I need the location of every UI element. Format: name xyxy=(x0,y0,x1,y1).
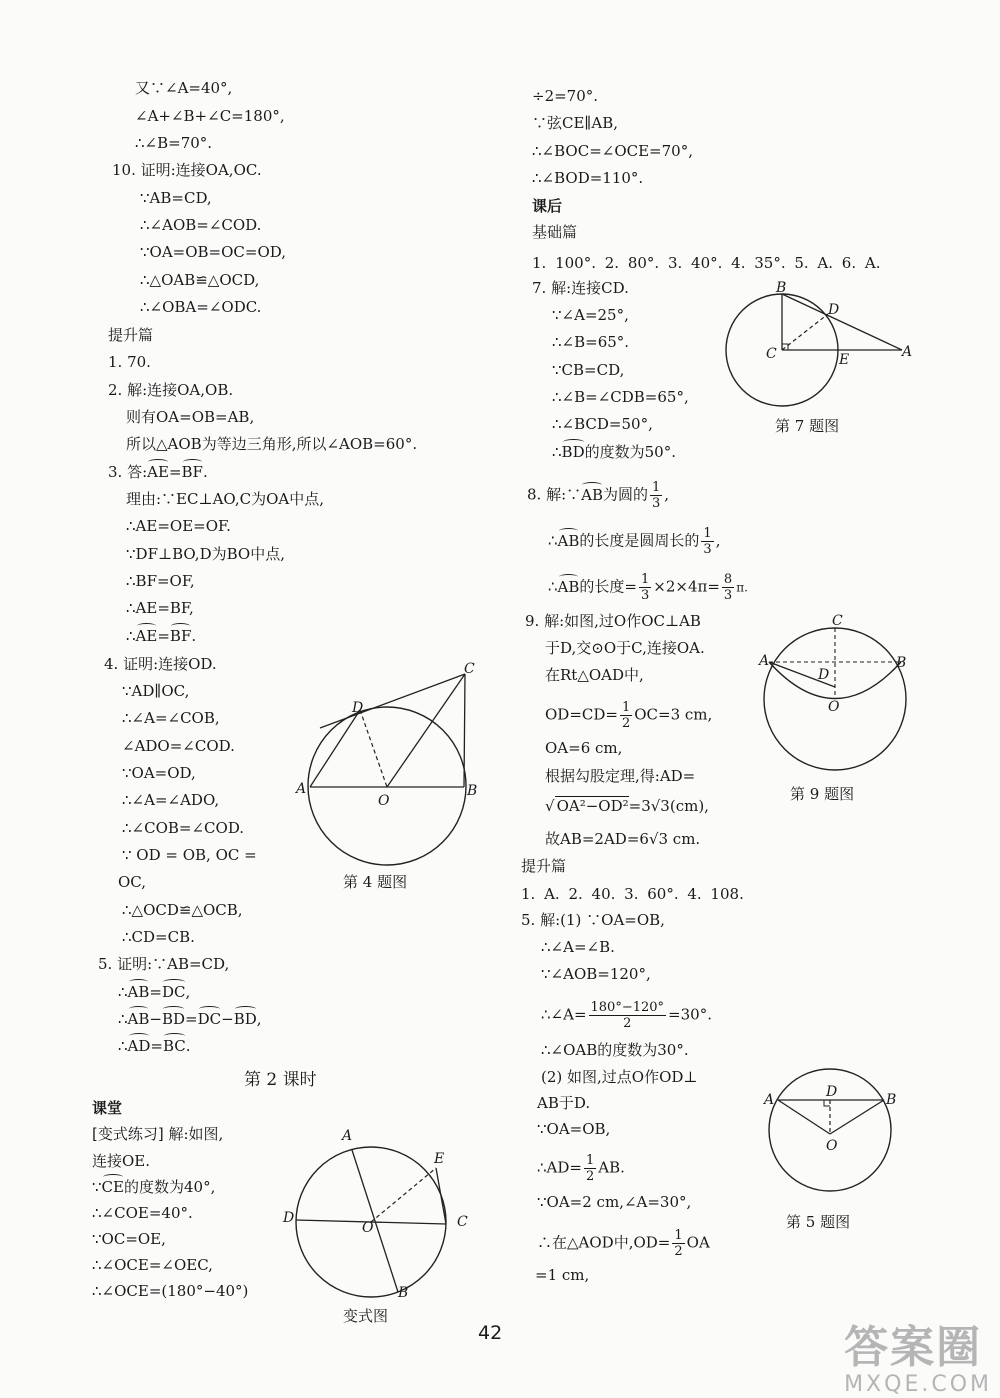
arc-symbol: AB xyxy=(557,531,580,550)
fraction: $\frac{1}{3}$ xyxy=(703,526,712,557)
label-C: C xyxy=(457,1214,468,1230)
figure-9 xyxy=(750,605,920,780)
figure-bianshi xyxy=(280,1120,480,1300)
text-line: ∴∠A=∠ADO, xyxy=(122,791,220,809)
watermark-brand: 答案圈 xyxy=(844,1322,983,1373)
text-line: ∠A+∠B+∠C=180°, xyxy=(135,107,285,125)
figure-5 xyxy=(760,1068,910,1208)
segment-OA xyxy=(778,1100,830,1134)
text-line: ∴CD=CB. xyxy=(122,928,195,946)
caption-bianshi: 变式图 xyxy=(343,1307,389,1325)
arc-symbol: BD xyxy=(233,1010,257,1028)
arc-symbol: BD xyxy=(161,1010,186,1028)
chord-CE xyxy=(436,1168,446,1224)
text: ∴ xyxy=(552,443,562,461)
arc-symbol: DC xyxy=(161,983,186,1001)
text-line: ∴△OAB≌△OCD, xyxy=(140,271,260,289)
text-line: ∴∠BOD=110°. xyxy=(532,169,644,187)
label-D: D xyxy=(826,1084,838,1100)
label-C: C xyxy=(766,346,777,362)
text-line: ∴BF=OF, xyxy=(126,572,195,590)
text-line: ∴AD= $\frac{1}{2}$ AB. xyxy=(537,1153,625,1184)
page-number: 42 xyxy=(478,1322,503,1344)
text-line xyxy=(92,1124,223,1144)
label-D: D xyxy=(283,1210,295,1226)
fraction: $\frac{1}{2}$ xyxy=(674,1228,683,1259)
label-B: B xyxy=(886,1092,897,1108)
text-line: ∴AD=BC. xyxy=(118,1037,191,1055)
text-line: 9. 解:如图,过O作OC⊥AB xyxy=(525,612,701,630)
text-line: ∴∠OCE=∠OEC, xyxy=(92,1256,213,1274)
fraction: $\frac{1}{3}$ xyxy=(640,572,650,603)
label-O: O xyxy=(362,1220,374,1236)
text-line: ∴∠COE=40°. xyxy=(92,1204,193,1222)
text-line: 又∵∠A=40°, xyxy=(135,79,233,97)
text-line: √ OA²−OD²=3√3(cm), xyxy=(545,797,709,815)
text-line: ∵AD∥OC, xyxy=(122,682,190,700)
text-line: ∴∠B=65°. xyxy=(552,333,630,351)
arc-symbol: BD xyxy=(561,443,585,461)
arc-symbol: AB xyxy=(127,983,150,1001)
text-line: 连接OE. xyxy=(92,1152,151,1170)
segment-BA xyxy=(782,294,902,350)
text-line: OC, xyxy=(118,873,147,891)
text-line: ∵OA=OB, xyxy=(537,1120,611,1138)
text-line: ∵∠AOB=120°, xyxy=(541,965,651,983)
label-C: C xyxy=(832,613,843,629)
text-line: =1 cm, xyxy=(535,1266,590,1284)
label-O: O xyxy=(378,793,390,809)
text: 解:如图, xyxy=(168,1125,224,1143)
watermark xyxy=(844,1324,992,1398)
text-line: ∴∠A=∠B. xyxy=(541,938,615,956)
text-line: 1. 70. xyxy=(108,353,151,371)
text-line: 7. 解:连接CD. xyxy=(532,279,629,297)
arc-symbol: AD xyxy=(127,1037,151,1055)
label-A: A xyxy=(902,344,913,360)
text-line: AB于D. xyxy=(537,1094,591,1112)
text-line: ∵DF⊥BO,D为BO中点, xyxy=(126,545,285,563)
text-line: ∴∠B=70°. xyxy=(135,134,213,152)
text-line: ∵ OD = OB, OC = xyxy=(122,846,257,864)
text-line: (2) 如图,过点O作OD⊥ xyxy=(541,1068,698,1086)
label-O: O xyxy=(826,1138,838,1154)
label-D: D xyxy=(352,700,364,716)
arc-symbol: BC xyxy=(162,1037,186,1055)
text-line: 理由:∵EC⊥AO,C为OA中点, xyxy=(126,490,324,508)
text: ∴ xyxy=(118,1037,128,1055)
radicand: OA²−OD² xyxy=(556,797,629,815)
text: ∵ xyxy=(92,1178,102,1196)
text: ∴ xyxy=(118,1010,128,1028)
text-line: ∴∠BOC=∠OCE=70°, xyxy=(532,142,693,160)
text-line: ∴∠BCD=50°, xyxy=(552,415,653,433)
caption-fig4: 第 4 题图 xyxy=(343,873,408,891)
watermark-url: MXQE.COM xyxy=(844,1372,992,1397)
arc-symbol: CE xyxy=(101,1178,124,1196)
text-line: ∴AB的长度是圆周长的 $\frac{1}{3}$ , xyxy=(548,526,721,557)
text-line: 10. 证明:连接OA,OC. xyxy=(112,161,262,179)
fraction: $\frac{8}{3}$ xyxy=(723,572,733,603)
figure-7 xyxy=(720,278,920,413)
fraction: $\frac{180^\circ-120^\circ}{2}$ xyxy=(590,1000,665,1031)
text-line: ∵AB=CD, xyxy=(140,189,212,207)
text-line: ∴AE=BF, xyxy=(126,599,194,617)
heading-kehou: 课后 xyxy=(532,197,563,215)
text: = xyxy=(149,983,162,1001)
text-line xyxy=(552,442,676,462)
text-line: 根据勾股定理,得:AD= xyxy=(545,767,696,785)
label-E: E xyxy=(434,1151,445,1167)
text-line: 故AB=2AD=6√3 cm. xyxy=(545,830,701,848)
text-line xyxy=(92,1177,215,1197)
label-A: A xyxy=(342,1128,353,1144)
answers-row: 1. A. 2. 40. 3. 60°. 4. 108. xyxy=(521,885,744,903)
text-line: ∴AB−BD=DC−BD, xyxy=(118,1010,262,1028)
diameter-AB xyxy=(352,1150,398,1292)
subsection-heading: 提升篇 xyxy=(521,857,567,875)
arc-symbol: BF xyxy=(169,627,192,645)
text: = xyxy=(168,463,182,481)
fraction: $\frac{1}{3}$ xyxy=(652,480,661,511)
segment-CD-dashed xyxy=(782,314,828,350)
text-line: ∴△OCD≌△OCB, xyxy=(122,901,243,919)
text-line: ∴AE=BF. xyxy=(126,627,197,645)
tangent-line xyxy=(320,674,465,728)
label-B: B xyxy=(398,1285,409,1301)
label-O: O xyxy=(828,699,840,715)
text-line: OA=6 cm, xyxy=(545,739,623,757)
arc-symbol: AB xyxy=(581,485,603,504)
section-title: 第 2 课时 xyxy=(244,1070,317,1090)
text-line: ÷2=70°. xyxy=(532,87,599,105)
text-line: ∴∠COB=∠COD. xyxy=(122,819,245,837)
segment-OE-dashed xyxy=(371,1168,436,1222)
text-line: ∵OC=OE, xyxy=(92,1230,166,1248)
text-line: 4. 证明:连接OD. xyxy=(104,655,217,673)
caption-fig5: 第 5 题图 xyxy=(786,1213,851,1231)
arc-symbol: AE xyxy=(135,627,158,645)
text-line: ∴∠OBA=∠ODC. xyxy=(140,298,262,316)
text: 3. 答: xyxy=(108,463,148,481)
text-line: ∴∠OAB的度数为30°. xyxy=(541,1041,689,1059)
label-B: B xyxy=(896,655,907,671)
text-line: 所以△AOB为等边三角形,所以∠AOB=60°. xyxy=(126,435,418,453)
label-E: E xyxy=(839,352,850,368)
segment-OB xyxy=(830,1100,884,1134)
text-line: 2. 解:连接OA,OB. xyxy=(108,381,234,399)
text-line: 5. 证明:∵AB=CD, xyxy=(98,955,230,973)
text-line: 于D,交⊙O于C,连接OA. xyxy=(545,639,705,657)
text: ∴ xyxy=(126,627,136,645)
arc-symbol: DC xyxy=(197,1010,222,1028)
label-D: D xyxy=(828,302,840,318)
text-line: ∵OA=OD, xyxy=(122,764,196,782)
text-line: ∠ADO=∠COD. xyxy=(122,737,235,755)
text-line: 则有OA=OB=AB, xyxy=(126,408,255,426)
text: 的度数为50°. xyxy=(584,443,676,461)
arc-symbol: AB xyxy=(557,577,580,596)
text-line: ∵OA=2 cm,∠A=30°, xyxy=(537,1193,692,1211)
text-line: OD=CD= $\frac{1}{2}$ OC=3 cm, xyxy=(545,700,713,731)
segment-OD-dashed xyxy=(360,710,387,787)
text-line: ∴∠AOB=∠COD. xyxy=(140,216,262,234)
text-line: ∴在△AOD中,OD= $\frac{1}{2}$ OA xyxy=(537,1228,710,1259)
text-line: ∵弦CE∥AB, xyxy=(532,114,618,132)
text-line: 3. 答:AE=BF. xyxy=(108,463,208,481)
text-line: 在Rt△OAD中, xyxy=(545,666,644,684)
label-A: A xyxy=(759,653,770,669)
text-line: ∵OA=OB=OC=OD, xyxy=(140,243,287,261)
text-line: ∴AE=OE=OF. xyxy=(126,517,231,535)
text-line: ∴AB=DC, xyxy=(118,983,191,1001)
text: 的度数为40°, xyxy=(123,1178,216,1196)
label-B: B xyxy=(467,783,478,799)
text: ∴ xyxy=(118,983,128,1001)
text-line: 8. 解:∵AB为圆的 $\frac{1}{3}$ , xyxy=(527,480,670,511)
text-line: ∴∠OCE=(180°−40°) xyxy=(92,1282,249,1300)
subsection-heading: 提升篇 xyxy=(108,326,154,344)
figure-4 xyxy=(290,660,490,890)
segment-OC xyxy=(387,674,465,787)
text-line: ∴AB的长度= $\frac{1}{3}$ ×2×4π= $\frac{8}{3}$ π. xyxy=(548,572,748,603)
heading-ketang: 课堂 xyxy=(92,1099,123,1117)
text-line: ∴∠A=∠COB, xyxy=(122,709,220,727)
text-line: ∴∠B=∠CDB=65°, xyxy=(552,388,689,406)
answers-row: 1. 100°. 2. 80°. 3. 40°. 4. 35°. 5. A. 6. A. xyxy=(532,254,881,272)
fraction: $\frac{1}{2}$ xyxy=(621,700,631,731)
arc-symbol: BF xyxy=(181,463,203,481)
label-A: A xyxy=(764,1092,775,1108)
arc-symbol: AB xyxy=(127,1010,150,1028)
text-line: 5. 解:(1) ∵OA=OB, xyxy=(521,911,665,929)
label-A: A xyxy=(296,781,307,797)
text: = xyxy=(157,627,170,645)
arc-symbol: AE xyxy=(147,463,169,481)
label: [变式练习] xyxy=(92,1125,164,1143)
label-D: D xyxy=(818,667,830,683)
caption-fig7: 第 7 题图 xyxy=(775,417,840,435)
label-C: C xyxy=(464,661,475,677)
fraction: $\frac{1}{2}$ xyxy=(585,1153,595,1184)
text-line: ∵CB=CD, xyxy=(552,361,625,379)
subsection-heading: 基础篇 xyxy=(532,223,578,241)
text-line: ∴∠A= $\frac{180^\circ-120^\circ}{2}$ =30°. xyxy=(541,1000,712,1031)
text-line: ∵∠A=25°, xyxy=(552,306,629,324)
right-angle-mark xyxy=(824,1100,830,1106)
label-B: B xyxy=(776,280,787,296)
caption-fig9: 第 9 题图 xyxy=(790,785,855,803)
